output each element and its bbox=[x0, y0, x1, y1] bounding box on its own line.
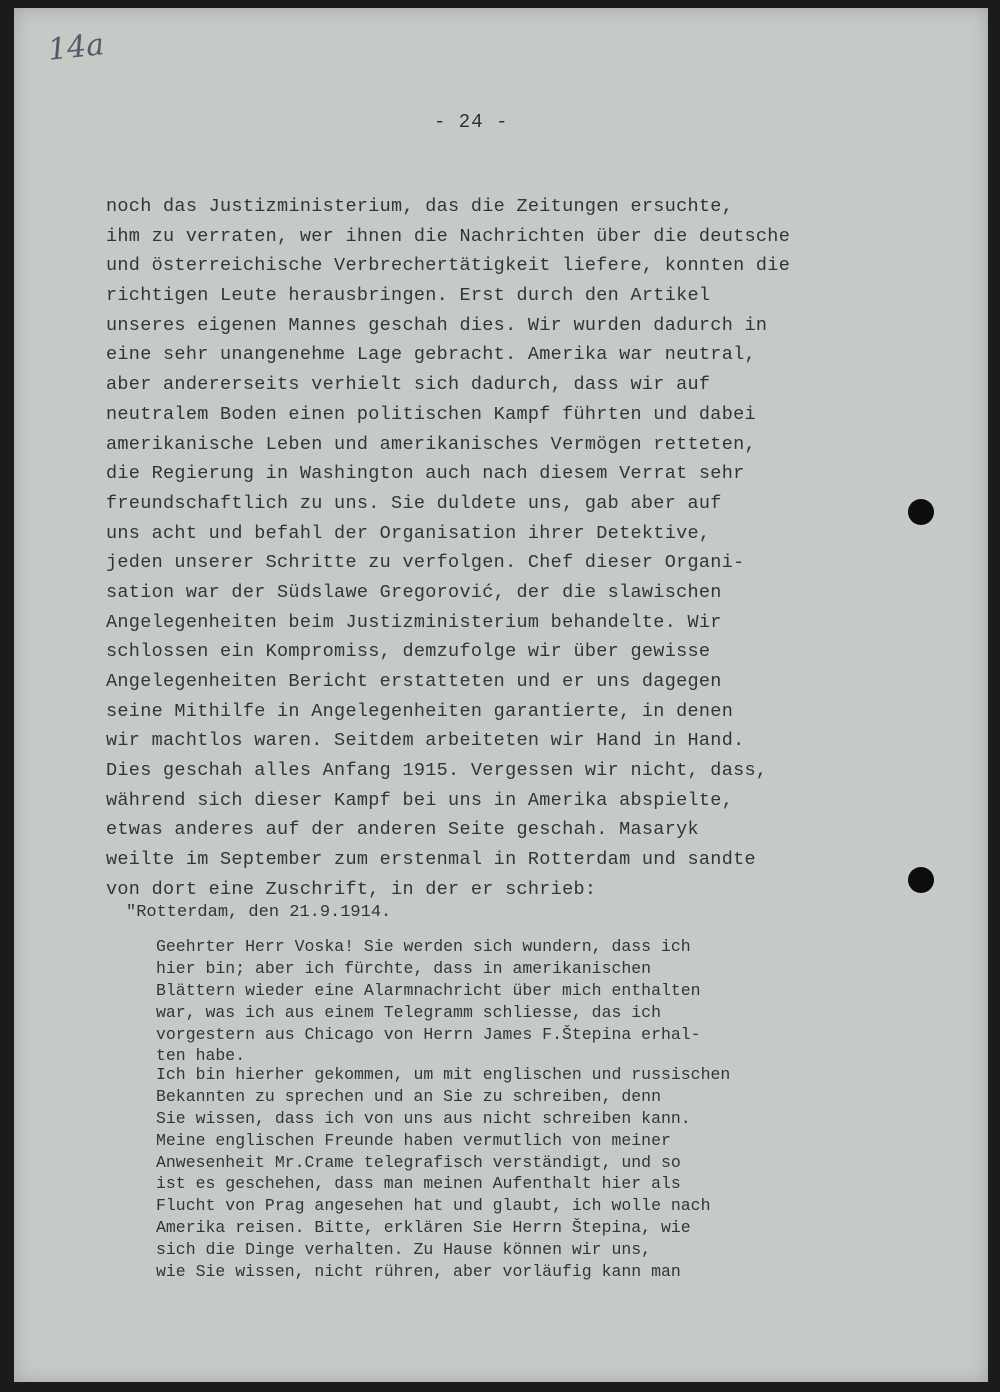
body-line: eine sehr unangenehme Lage gebracht. Amerika war neutral, bbox=[106, 344, 756, 366]
letter-line: Ich bin hierher gekommen, um mit englischen und russischen bbox=[156, 1065, 731, 1084]
body-line: weilte im September zum erstenmal in Rotterdam und sandte bbox=[106, 849, 756, 871]
body-line: jeden unserer Schritte zu verfolgen. Chef dieser Organi- bbox=[106, 552, 745, 574]
body-line: wir machtlos waren. Seitdem arbeiteten wir Hand in Hand. bbox=[106, 730, 745, 752]
body-line: Angelegenheiten Bericht erstatteten und er uns dagegen bbox=[106, 671, 722, 692]
letter-line: wie Sie wissen, nicht rühren, aber vorläufig kann man bbox=[156, 1262, 681, 1282]
body-line: etwas anderes auf der anderen Seite geschah. Masaryk bbox=[106, 819, 699, 841]
body-line: uns acht und befahl der Organisation ihrer Detektive, bbox=[106, 522, 711, 544]
letter-line: vorgestern aus Chicago von Herrn James F.Štepina erhal- bbox=[156, 1024, 701, 1044]
letter-line: hier bin; aber ich fürchte, dass in amerikanischen bbox=[156, 958, 652, 978]
letter-line: Geehrter Herr Voska! Sie werden sich wundern, dass ich bbox=[156, 937, 691, 956]
body-line: die Regierung in Washington auch nach diesem Verrat sehr bbox=[106, 463, 745, 485]
punch-hole-bottom bbox=[908, 867, 934, 893]
letter-paragraph-1 bbox=[156, 936, 876, 1067]
body-line: ihm zu verraten, wer ihnen die Nachrichten über die deutsche bbox=[106, 225, 791, 247]
letter-line: ten habe. bbox=[156, 1046, 246, 1066]
punch-hole-top bbox=[908, 499, 934, 525]
body-line: seine Mithilfe in Angelegenheiten garantierte, in denen bbox=[106, 700, 734, 722]
page-number: - 24 - bbox=[434, 111, 509, 133]
letter-line: war, was ich aus einem Telegramm schliesse, das ich bbox=[156, 1002, 661, 1022]
body-line: freundschaftlich zu uns. Sie duldete uns, gab aber auf bbox=[106, 492, 722, 514]
letter-line: Flucht von Prag angesehen hat und glaubt, ich wolle nach bbox=[156, 1196, 711, 1216]
body-line: und österreichische Verbrechertätigkeit liefere, konnten die bbox=[106, 255, 791, 277]
letter-line: Meine englischen Freunde haben vermutlich von meiner bbox=[156, 1130, 671, 1150]
body-line: richtigen Leute herausbringen. Erst durch den Artikel bbox=[106, 285, 711, 307]
letter-line: Sie wissen, dass ich von uns aus nicht schreiben kann. bbox=[156, 1108, 691, 1128]
letter-line: sich die Dinge verhalten. Zu Hause können wir uns, bbox=[156, 1240, 652, 1260]
letter-line: Bekannten zu sprechen und an Sie zu schreiben, denn bbox=[156, 1086, 661, 1106]
body-line: schlossen ein Kompromiss, demzufolge wir über gewisse bbox=[106, 641, 711, 663]
body-line: sation war der Südslawe Gregorović, der die slawischen bbox=[106, 581, 722, 603]
letter-line: Anwesenheit Mr.Crame telegrafisch verständigt, und so bbox=[156, 1152, 681, 1172]
body-line: von dort eine Zuschrift, in der er schrieb: bbox=[106, 878, 597, 900]
body-line: noch das Justizministerium, das die Zeitungen ersuchte, bbox=[106, 196, 734, 217]
letter-line: Amerika reisen. Bitte, erklären Sie Herrn Štepina, wie bbox=[156, 1218, 691, 1238]
body-line: aber andererseits verhielt sich dadurch, dass wir auf bbox=[106, 374, 711, 396]
body-text bbox=[106, 192, 866, 905]
letter-line: ist es geschehen, dass man meinen Aufenthalt hier als bbox=[156, 1174, 681, 1194]
letter-paragraph-2 bbox=[156, 1064, 876, 1283]
letter-date-line: "Rotterdam, den 21.9.1914. bbox=[126, 903, 392, 922]
folio-mark: 14a bbox=[46, 27, 106, 68]
body-line: amerikanische Leben und amerikanisches Vermögen retteten, bbox=[106, 433, 756, 455]
body-line: Angelegenheiten beim Justizministerium behandelte. Wir bbox=[106, 611, 722, 633]
letter-line: Blättern wieder eine Alarmnachricht über mich enthalten bbox=[156, 980, 701, 1000]
body-line: neutralem Boden einen politischen Kampf führten und dabei bbox=[106, 403, 756, 425]
body-line: Dies geschah alles Anfang 1915. Vergessen wir nicht, dass, bbox=[106, 760, 768, 782]
body-line: während sich dieser Kampf bei uns in Amerika abspielte, bbox=[106, 789, 734, 811]
body-line: unseres eigenen Mannes geschah dies. Wir wurden dadurch in bbox=[106, 314, 768, 336]
